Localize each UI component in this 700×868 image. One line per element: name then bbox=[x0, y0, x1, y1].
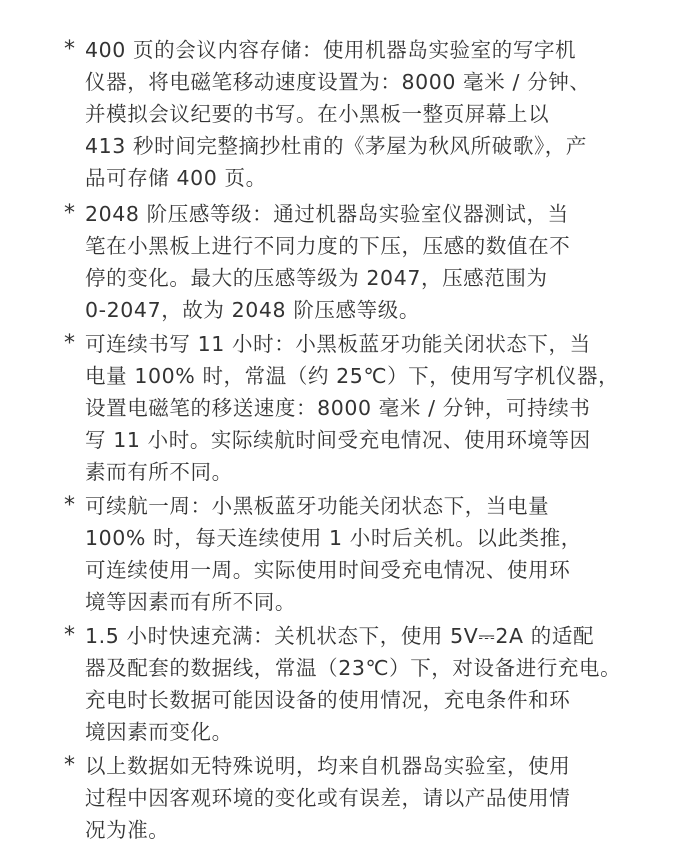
note-line: 境等因素而有所不同。 bbox=[85, 590, 296, 614]
bullet-asterisk: * bbox=[64, 623, 75, 648]
note-writing-hours bbox=[64, 328, 684, 488]
note-line: 境因素而变化。 bbox=[85, 720, 233, 744]
note-line: 413 秒时间完整摘抄杜甫的《茅屋为秋风所破歌》，产 bbox=[85, 134, 587, 158]
note-data-source bbox=[64, 750, 684, 846]
note-line: 素而有所不同。 bbox=[85, 460, 233, 484]
note-line: 品可存储 400 页。 bbox=[85, 166, 267, 190]
note-pressure-levels bbox=[64, 198, 684, 326]
bullet-asterisk: * bbox=[64, 493, 75, 518]
bullet-asterisk: * bbox=[64, 201, 75, 226]
note-line: 可连续书写 11 小时：小黑板蓝牙功能关闭状态下，当 bbox=[85, 332, 591, 356]
bullet-asterisk: * bbox=[64, 37, 75, 62]
note-line: 况为准。 bbox=[85, 818, 170, 842]
note-line: 并模拟会议纪要的书写。在小黑板一整页屏幕上以 bbox=[85, 102, 550, 126]
note-line: 电量 100% 时，常温（约 25℃）下，使用写字机仪器， bbox=[85, 364, 620, 388]
note-line: 仪器，将电磁笔移动速度设置为：8000 毫米 / 分钟、 bbox=[85, 70, 591, 94]
note-battery-week bbox=[64, 490, 684, 618]
note-line: 以上数据如无特殊说明，均来自机器岛实验室，使用 bbox=[85, 754, 571, 778]
note-line: 可续航一周：小黑板蓝牙功能关闭状态下，当电量 bbox=[85, 494, 550, 518]
note-line: 设置电磁笔的移送速度：8000 毫米 / 分钟，可持续书 bbox=[85, 396, 591, 420]
note-line: 过程中因客观环境的变化或有误差，请以产品使用情 bbox=[85, 786, 571, 810]
note-line: 2048 阶压感等级：通过机器岛实验室仪器测试，当 bbox=[85, 202, 569, 226]
note-fast-charge bbox=[64, 620, 684, 748]
note-line: 写 11 小时。实际续航时间受充电情况、使用环境等因 bbox=[85, 428, 591, 452]
note-line: 停的变化。最大的压感等级为 2047，压感范围为 bbox=[85, 266, 548, 290]
note-line: 笔在小黑板上进行不同力度的下压，压感的数值在不 bbox=[85, 234, 571, 258]
note-line: 充电时长数据可能因设备的使用情况，充电条件和环 bbox=[85, 688, 571, 712]
note-line: 1.5 小时快速充满：关机状态下，使用 5V⎓2A 的适配 bbox=[85, 624, 595, 648]
note-line: 100% 时，每天连续使用 1 小时后关机。以此类推， bbox=[85, 526, 582, 550]
bullet-asterisk: * bbox=[64, 331, 75, 356]
note-storage bbox=[64, 34, 684, 194]
note-line: 400 页的会议内容存储：使用机器岛实验室的写字机 bbox=[85, 38, 577, 62]
note-line: 可连续使用一周。实际使用时间受充电情况、使用环 bbox=[85, 558, 571, 582]
note-line: 器及配套的数据线，常温（23℃）下，对设备进行充电。 bbox=[85, 656, 622, 680]
bullet-asterisk: * bbox=[64, 753, 75, 778]
note-line: 0-2047，故为 2048 阶压感等级。 bbox=[85, 298, 420, 322]
